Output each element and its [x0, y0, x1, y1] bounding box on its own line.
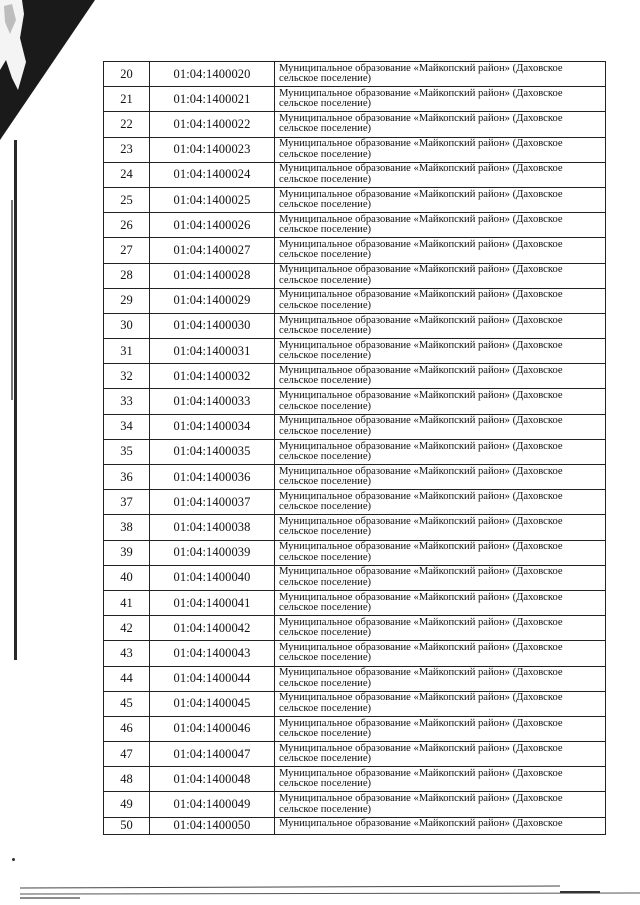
table-row [104, 112, 606, 137]
table-row [104, 767, 606, 792]
cadastral-code-cell: 01:04:1400035 [150, 439, 275, 464]
owner-cell [275, 616, 606, 641]
cadastral-code-cell: 01:04:1400048 [150, 767, 275, 792]
owner-line-1: Муниципальное образование «Майкопский район» (Даховское [279, 213, 563, 225]
table-row [104, 187, 606, 212]
cadastral-code-cell: 01:04:1400024 [150, 162, 275, 187]
owner-line-2: сельское поселение) [279, 652, 372, 664]
owner-cell [275, 691, 606, 716]
row-number-cell: 30 [104, 313, 150, 338]
owner-cell [275, 137, 606, 162]
owner-line-1: Муниципальное образование «Майкопский район» (Даховское [279, 390, 563, 402]
row-number-cell: 41 [104, 590, 150, 615]
owner-line-1: Муниципальное образование «Майкопский район» (Даховское [279, 339, 563, 351]
owner-line-2: сельское поселение) [279, 476, 372, 488]
owner-line-1: Муниципальное образование «Майкопский район» (Даховское [279, 440, 563, 452]
owner-line-1: Муниципальное образование «Майкопский район» (Даховское [279, 591, 563, 603]
row-number-cell: 29 [104, 288, 150, 313]
owner-line-1: Муниципальное образование «Майкопский район» (Даховское [279, 163, 563, 175]
row-number-cell: 35 [104, 439, 150, 464]
cadastral-code-cell: 01:04:1400041 [150, 590, 275, 615]
row-number-cell: 50 [104, 817, 150, 834]
owner-line-2: сельское поселение) [279, 727, 372, 739]
owner-line-2: сельское поселение) [279, 753, 372, 765]
scan-bottom-artifact [0, 884, 640, 905]
owner-cell [275, 767, 606, 792]
owner-line-1: Муниципальное образование «Майкопский район» (Даховское [279, 742, 563, 754]
owner-cell [275, 62, 606, 87]
cadastral-code-cell: 01:04:1400032 [150, 364, 275, 389]
cadastral-code-cell: 01:04:1400026 [150, 213, 275, 238]
table-row [104, 137, 606, 162]
owner-line-2: сельское поселение) [279, 274, 372, 286]
owner-cell [275, 238, 606, 263]
row-number-cell: 44 [104, 666, 150, 691]
row-number-cell: 46 [104, 716, 150, 741]
cadastral-code-cell: 01:04:1400045 [150, 691, 275, 716]
row-number-cell: 37 [104, 490, 150, 515]
cadastral-code-cell: 01:04:1400050 [150, 817, 275, 834]
cadastral-code-cell: 01:04:1400033 [150, 389, 275, 414]
cadastral-code-cell: 01:04:1400036 [150, 465, 275, 490]
table-row [104, 641, 606, 666]
row-number-cell: 23 [104, 137, 150, 162]
row-number-cell: 33 [104, 389, 150, 414]
owner-cell [275, 288, 606, 313]
cadastral-code-cell: 01:04:1400029 [150, 288, 275, 313]
row-number-cell: 32 [104, 364, 150, 389]
owner-line-1: Муниципальное образование «Майкопский район» (Даховское [279, 516, 563, 528]
owner-line-2: сельское поселение) [279, 803, 372, 815]
row-number-cell: 42 [104, 616, 150, 641]
row-number-cell: 38 [104, 515, 150, 540]
row-number-cell: 45 [104, 691, 150, 716]
table-row [104, 238, 606, 263]
row-number-cell: 34 [104, 414, 150, 439]
table-row [104, 213, 606, 238]
owner-cell [275, 213, 606, 238]
owner-cell [275, 540, 606, 565]
table-row [104, 616, 606, 641]
row-number-cell: 43 [104, 641, 150, 666]
owner-line-2: сельское поселение) [279, 425, 372, 437]
owner-cell [275, 364, 606, 389]
cadastral-code-cell: 01:04:1400043 [150, 641, 275, 666]
table-row [104, 590, 606, 615]
row-number-cell: 48 [104, 767, 150, 792]
cadastral-code-cell: 01:04:1400038 [150, 515, 275, 540]
row-number-cell: 49 [104, 792, 150, 817]
owner-line-1: Муниципальное образование «Майкопский район» (Даховское [279, 314, 563, 326]
table-row [104, 162, 606, 187]
owner-line-1: Муниципальное образование «Майкопский район» (Даховское [279, 616, 563, 628]
table-row [104, 792, 606, 817]
table-row [104, 364, 606, 389]
cadastral-code-cell: 01:04:1400042 [150, 616, 275, 641]
cadastral-code-cell: 01:04:1400021 [150, 87, 275, 112]
owner-cell [275, 716, 606, 741]
owner-line-1: Муниципальное образование «Майкопский район» (Даховское [279, 62, 563, 74]
owner-cell [275, 187, 606, 212]
owner-line-2: сельское поселение) [279, 526, 372, 538]
owner-cell [275, 590, 606, 615]
owner-cell [275, 792, 606, 817]
row-number-cell: 20 [104, 62, 150, 87]
owner-line-1: Муниципальное образование «Майкопский район» (Даховское [279, 490, 563, 502]
owner-cell [275, 263, 606, 288]
table-row [104, 288, 606, 313]
owner-cell [275, 465, 606, 490]
table-row [104, 339, 606, 364]
owner-line-2: сельское поселение) [279, 350, 372, 362]
cadastral-code-cell: 01:04:1400030 [150, 313, 275, 338]
owner-line-2: сельское поселение) [279, 324, 372, 336]
cadastral-code-cell: 01:04:1400031 [150, 339, 275, 364]
row-number-cell: 21 [104, 87, 150, 112]
owner-line-1: Муниципальное образование «Майкопский район» (Даховское [279, 289, 563, 301]
owner-cell [275, 817, 606, 834]
cadastral-code-cell: 01:04:1400049 [150, 792, 275, 817]
owner-cell [275, 515, 606, 540]
row-number-cell: 22 [104, 112, 150, 137]
owner-line-2: сельское поселение) [279, 199, 372, 211]
table-row [104, 540, 606, 565]
owner-line-2: сельское поселение) [279, 450, 372, 462]
row-number-cell: 36 [104, 465, 150, 490]
owner-line-2: сельское поселение) [279, 224, 372, 236]
owner-cell [275, 490, 606, 515]
owner-line-1: Муниципальное образование «Майкопский район» (Даховское [279, 566, 563, 578]
owner-line-1: Муниципальное образование «Майкопский район» (Даховское [279, 817, 563, 829]
owner-line-1: Муниципальное образование «Майкопский район» (Даховское [279, 87, 563, 99]
cadastral-code-cell: 01:04:1400027 [150, 238, 275, 263]
scan-edge-artifact [8, 140, 22, 660]
owner-line-2: сельское поселение) [279, 702, 372, 714]
table-row [104, 515, 606, 540]
owner-cell [275, 565, 606, 590]
owner-line-2: сельское поселение) [279, 400, 372, 412]
owner-cell [275, 666, 606, 691]
owner-line-2: сельское поселение) [279, 148, 372, 160]
owner-cell [275, 389, 606, 414]
owner-line-2: сельское поселение) [279, 627, 372, 639]
owner-line-1: Муниципальное образование «Майкопский район» (Даховское [279, 264, 563, 276]
cadastral-code-cell: 01:04:1400023 [150, 137, 275, 162]
owner-line-1: Муниципальное образование «Майкопский район» (Даховское [279, 667, 563, 679]
owner-line-1: Муниципальное образование «Майкопский район» (Даховское [279, 188, 563, 200]
row-number-cell: 47 [104, 742, 150, 767]
cadastral-code-cell: 01:04:1400047 [150, 742, 275, 767]
owner-cell [275, 112, 606, 137]
table-row [104, 87, 606, 112]
owner-line-1: Муниципальное образование «Майкопский район» (Даховское [279, 541, 563, 553]
owner-line-2: сельское поселение) [279, 551, 372, 563]
owner-line-2: сельское поселение) [279, 576, 372, 588]
registry-table [103, 61, 606, 835]
owner-line-1: Муниципальное образование «Майкопский район» (Даховское [279, 717, 563, 729]
table-row [104, 565, 606, 590]
row-number-cell: 27 [104, 238, 150, 263]
row-number-cell: 25 [104, 187, 150, 212]
row-number-cell: 24 [104, 162, 150, 187]
table-row [104, 263, 606, 288]
cadastral-code-cell: 01:04:1400028 [150, 263, 275, 288]
row-number-cell: 40 [104, 565, 150, 590]
owner-line-1: Муниципальное образование «Майкопский район» (Даховское [279, 465, 563, 477]
owner-line-2: сельское поселение) [279, 98, 372, 110]
owner-cell [275, 414, 606, 439]
table-row [104, 465, 606, 490]
cadastral-code-cell: 01:04:1400020 [150, 62, 275, 87]
cadastral-code-cell: 01:04:1400034 [150, 414, 275, 439]
owner-cell [275, 641, 606, 666]
row-number-cell: 28 [104, 263, 150, 288]
owner-line-2: сельское поселение) [279, 123, 372, 135]
owner-line-2: сельское поселение) [279, 501, 372, 513]
owner-line-2: сельское поселение) [279, 602, 372, 614]
owner-cell [275, 742, 606, 767]
owner-line-1: Муниципальное образование «Майкопский район» (Даховское [279, 793, 563, 805]
owner-line-1: Муниципальное образование «Майкопский район» (Даховское [279, 692, 563, 704]
cadastral-code-cell: 01:04:1400040 [150, 565, 275, 590]
owner-cell [275, 313, 606, 338]
table-row [104, 389, 606, 414]
owner-cell [275, 339, 606, 364]
registry-table-body [104, 62, 606, 835]
owner-line-2: сельское поселение) [279, 375, 372, 387]
owner-line-2: сельское поселение) [279, 299, 372, 311]
row-number-cell: 26 [104, 213, 150, 238]
cadastral-code-cell: 01:04:1400025 [150, 187, 275, 212]
owner-line-1: Муниципальное образование «Майкопский район» (Даховское [279, 239, 563, 250]
table-row [104, 414, 606, 439]
row-number-cell: 31 [104, 339, 150, 364]
table-row [104, 490, 606, 515]
owner-line-2: сельское поселение) [279, 677, 372, 689]
table-row [104, 716, 606, 741]
scan-dot [12, 858, 15, 861]
table-row [104, 817, 606, 834]
owner-cell [275, 162, 606, 187]
scan-corner-artifact [0, 0, 95, 140]
owner-line-1: Муниципальное образование «Майкопский район» (Даховское [279, 113, 563, 125]
owner-line-1: Муниципальное образование «Майкопский район» (Даховское [279, 364, 563, 376]
table-row [104, 439, 606, 464]
table-row [104, 313, 606, 338]
cadastral-code-cell: 01:04:1400022 [150, 112, 275, 137]
table-row [104, 666, 606, 691]
cadastral-code-cell: 01:04:1400039 [150, 540, 275, 565]
owner-line-2: сельское поселение) [279, 73, 372, 85]
owner-line-1: Муниципальное образование «Майкопский район» (Даховское [279, 767, 563, 779]
row-number-cell: 39 [104, 540, 150, 565]
cadastral-code-cell: 01:04:1400037 [150, 490, 275, 515]
owner-line-2: сельское поселение) [279, 778, 372, 790]
owner-line-1: Муниципальное образование «Майкопский район» (Даховское [279, 642, 563, 653]
table-row [104, 742, 606, 767]
owner-line-2: сельское поселение) [279, 173, 372, 185]
owner-line-1: Муниципальное образование «Майкопский район» (Даховское [279, 138, 563, 150]
owner-line-2: сельское поселение) [279, 249, 372, 261]
owner-cell [275, 439, 606, 464]
owner-cell [275, 87, 606, 112]
table-row [104, 691, 606, 716]
table-row [104, 62, 606, 87]
owner-line-1: Муниципальное образование «Майкопский район» (Даховское [279, 415, 563, 427]
cadastral-code-cell: 01:04:1400046 [150, 716, 275, 741]
cadastral-code-cell: 01:04:1400044 [150, 666, 275, 691]
